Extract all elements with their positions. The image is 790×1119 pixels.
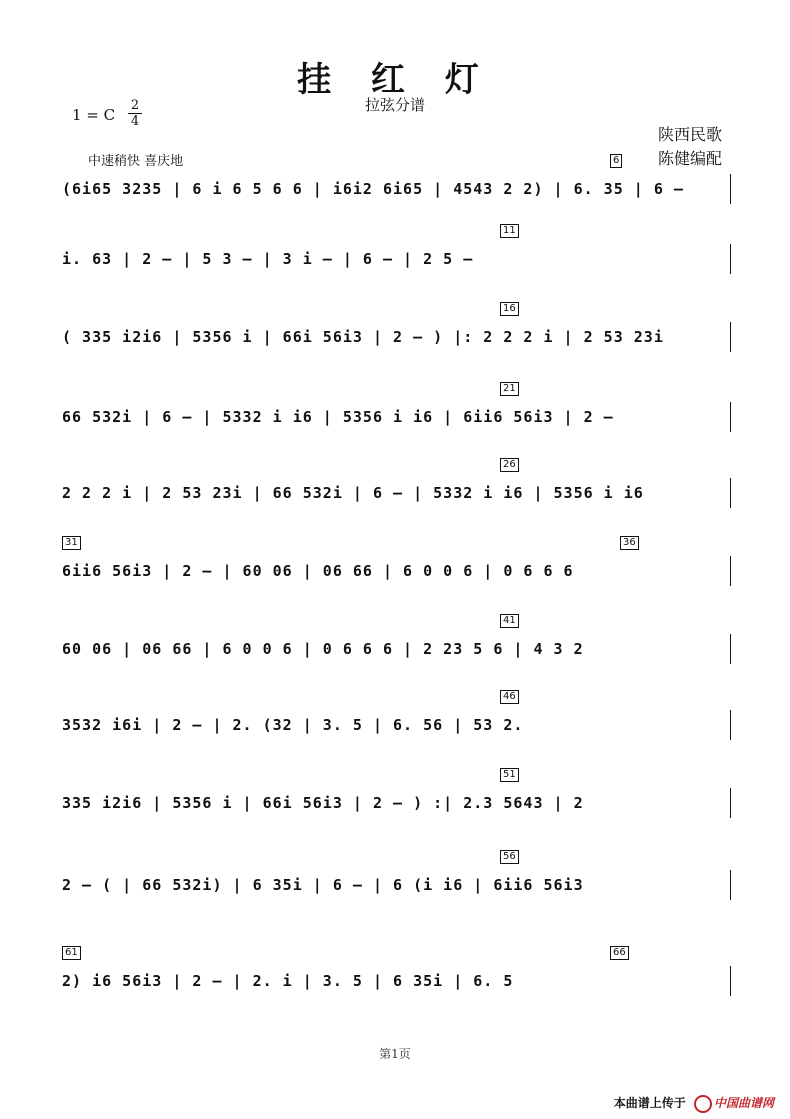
notation-line: i. 63 | 2 – | 5 3 – | 3 i – | 6 – | 2 5 – bbox=[62, 250, 474, 268]
measure-number: 21 bbox=[500, 382, 519, 396]
barline bbox=[730, 478, 731, 508]
tempo-marking: 中速稍快 喜庆地 bbox=[88, 154, 184, 169]
notation-line: 2 – ( | 66 532i) | 6 35i | 6 – | 6 (i i6 | 6ii6 56i3 bbox=[62, 876, 584, 894]
barline bbox=[730, 966, 731, 996]
measure-number: 51 bbox=[500, 768, 519, 782]
score-system bbox=[62, 459, 732, 514]
measure-number: 11 bbox=[500, 224, 519, 238]
arranger-credit: 陈健编配 bbox=[657, 149, 722, 168]
notation-line: 3532 i6i | 2 – | 2. (32 | 3. 5 | 6. 56 | 53 2. bbox=[62, 716, 524, 734]
notation-line: 60 06 | 06 66 | 6 0 0 6 | 0 6 6 6 | 2 23 5 6 | 4 3 2 bbox=[62, 640, 584, 658]
measure-number: 16 bbox=[500, 302, 519, 316]
meter-top: 2 bbox=[130, 98, 140, 113]
meter-bottom: 4 bbox=[128, 113, 142, 129]
score-system bbox=[62, 691, 732, 746]
barline bbox=[730, 788, 731, 818]
barline bbox=[730, 710, 731, 740]
notation-line: ( 335 i2i6 | 5356 i | 66i 56i3 | 2 – ) |: 2 2 2 i | 2 53 23i bbox=[62, 328, 664, 346]
barline bbox=[730, 634, 731, 664]
notation-line: 335 i2i6 | 5356 i | 66i 56i3 | 2 – ) :| 2.3 5643 | 2 bbox=[62, 794, 584, 812]
score-system bbox=[62, 303, 732, 358]
notation-line: 6ii6 56i3 | 2 – | 60 06 | 06 66 | 6 0 0 6 | 0 6 6 6 bbox=[62, 562, 574, 580]
measure-number: 26 bbox=[500, 458, 519, 472]
page-subtitle: 拉弦分谱 bbox=[364, 96, 425, 114]
key-signature: 1 = C bbox=[72, 106, 116, 124]
barline bbox=[730, 174, 731, 204]
score-system bbox=[62, 947, 732, 1002]
notation-line: 66 532i | 6 – | 5332 i i6 | 5356 i i6 | 6ii6 56i3 | 2 – bbox=[62, 408, 614, 426]
barline bbox=[730, 244, 731, 274]
measure-number: 41 bbox=[500, 614, 519, 628]
measure-number: 6 bbox=[610, 154, 622, 168]
barline bbox=[730, 402, 731, 432]
footer-source bbox=[614, 1094, 774, 1113]
barline bbox=[730, 322, 731, 352]
time-signature bbox=[128, 98, 142, 129]
measure-number: 61 bbox=[62, 946, 81, 960]
score-system bbox=[62, 851, 732, 906]
score-system bbox=[62, 769, 732, 824]
score-system bbox=[62, 537, 732, 592]
score-system bbox=[62, 383, 732, 438]
barline bbox=[730, 870, 731, 900]
barline bbox=[730, 556, 731, 586]
measure-number: 31 bbox=[62, 536, 81, 550]
origin-credit: 陕西民歌 bbox=[657, 125, 722, 144]
notation-line: (6i65 3235 | 6 i 6 5 6 6 | i6i2 6i65 | 4543 2 2) | 6. 35 | 6 – bbox=[62, 180, 684, 198]
measure-number: 36 bbox=[620, 536, 639, 550]
page-title: 挂 红 灯 bbox=[297, 60, 493, 100]
measure-number: 46 bbox=[500, 690, 519, 704]
measure-number: 66 bbox=[610, 946, 629, 960]
notation-line: 2) i6 56i3 | 2 – | 2. i | 3. 5 | 6 35i | 6. 5 bbox=[62, 972, 514, 990]
notation-line: 2 2 2 i | 2 53 23i | 66 532i | 6 – | 5332 i i6 | 5356 i i6 bbox=[62, 484, 644, 502]
source-label: 本曲谱上传于 bbox=[613, 1096, 686, 1110]
score-system bbox=[62, 225, 732, 280]
site-name: 中国曲谱网 bbox=[713, 1096, 774, 1110]
page-number: 第1页 bbox=[379, 1047, 411, 1061]
site-logo bbox=[694, 1094, 774, 1113]
logo-mark-icon bbox=[694, 1095, 712, 1113]
measure-number: 56 bbox=[500, 850, 519, 864]
score-system bbox=[62, 615, 732, 670]
